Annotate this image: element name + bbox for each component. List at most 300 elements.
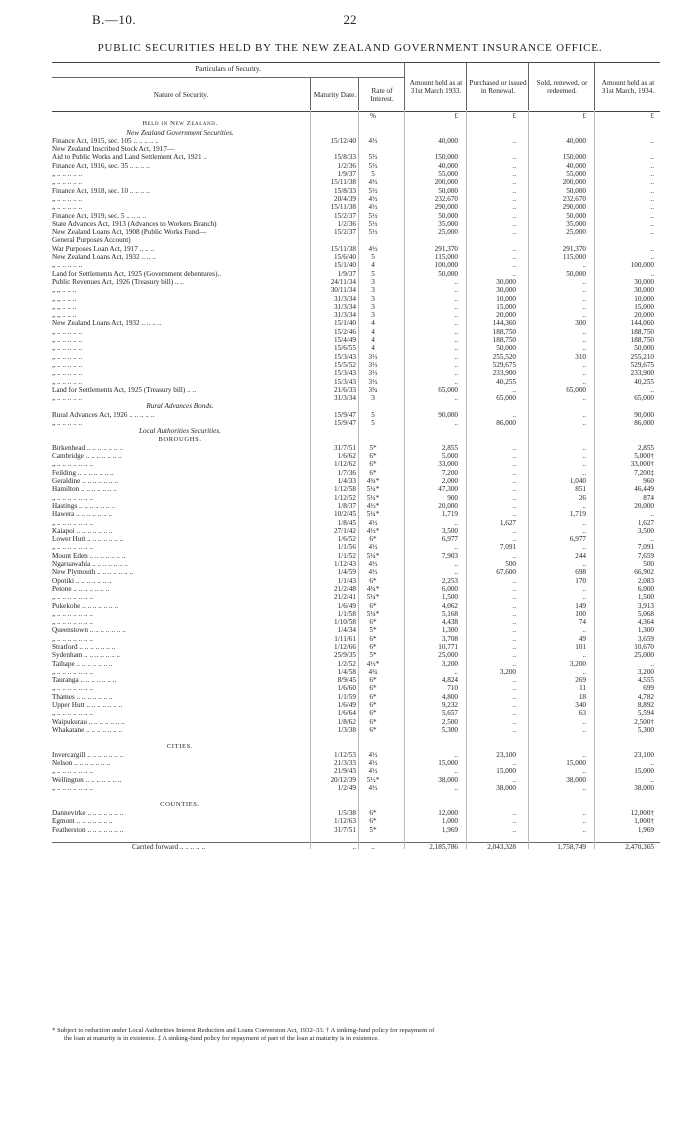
- held-1933-cell: ..: [454, 294, 458, 303]
- maturity-cell: 1/1/59: [337, 692, 356, 701]
- sold-cell: ..: [582, 526, 586, 535]
- table-row: [52, 353, 660, 361]
- held-1934-cell: 10,000: [634, 294, 654, 303]
- section-heading: Held in New Zealand.: [142, 120, 218, 128]
- table-row: [52, 278, 660, 286]
- sold-cell: ..: [582, 584, 586, 593]
- purchased-cell: 2,043,328: [487, 843, 516, 852]
- held-1933-cell: 40,000: [438, 136, 458, 145]
- table-row: [52, 178, 660, 186]
- purchased-cell: 188,750: [492, 336, 516, 345]
- held-1934-cell: 2,855: [637, 443, 654, 452]
- held-1934-unit: £: [650, 112, 654, 120]
- maturity-cell: 1/12/43: [334, 560, 356, 569]
- rate-cell: 6*: [369, 618, 377, 627]
- held-1934-cell: ..: [650, 775, 654, 784]
- spacer-row: [52, 734, 660, 742]
- maturity-cell: 15/5/52: [334, 360, 356, 369]
- maturity-cell: 8/9/45: [337, 676, 356, 685]
- nature-cell: „ .. .. .. .. .. .. ..: [52, 709, 93, 718]
- nature-cell: Whakatane .. .. .. .. .. .. ..: [52, 725, 123, 734]
- held-1933-cell: 10,771: [438, 643, 458, 651]
- held-1934-cell: 66,902: [634, 568, 654, 577]
- rate-cell: 5*: [369, 825, 377, 834]
- rate-cell: 5¼*: [366, 493, 380, 502]
- maturity-cell: 21/3/33: [334, 759, 356, 768]
- table-row: [52, 519, 660, 527]
- maturity-cell: 31/3/34: [334, 311, 356, 320]
- table-row: [52, 203, 660, 211]
- purchased-cell: ..: [512, 161, 516, 170]
- held-1934-cell: 50,000: [634, 344, 654, 353]
- nature-cell: Public Revenues Act, 1926 (Treasury bill) .. ..: [52, 277, 184, 286]
- sold-cell: ..: [582, 377, 586, 386]
- rate-cell: 6*: [369, 808, 377, 817]
- held-1933-cell: ..: [454, 750, 458, 759]
- table-row: [52, 344, 660, 352]
- rate-cell: 3: [371, 294, 375, 303]
- units-row: [52, 112, 660, 120]
- table-row: [52, 767, 660, 775]
- sold-cell: ..: [582, 336, 586, 345]
- sold-cell: ..: [582, 327, 586, 336]
- purchased-cell: ..: [512, 211, 516, 220]
- sold-cell: ..: [582, 302, 586, 311]
- nature-cell: Taihape .. .. .. .. .. .. ..: [52, 659, 113, 668]
- nature-cell: War Purposes Loan Act, 1917 .. .. ..: [52, 244, 155, 253]
- purchased-cell: ..: [512, 269, 516, 278]
- table-row: [52, 543, 660, 551]
- table-row: [52, 328, 660, 336]
- nature-cell: Dannevirke .. .. .. .. .. .. ..: [52, 808, 124, 817]
- nature-cell: Queenstown .. .. .. .. .. .. ..: [52, 626, 126, 635]
- maturity-cell: 1/9/37: [337, 269, 356, 278]
- sold-cell: 290,000: [562, 203, 586, 212]
- purchased-cell: 3,200: [499, 667, 516, 676]
- purchased-cell: 144,360: [492, 319, 516, 328]
- nature-cell: Stratford .. .. .. .. .. .. ..: [52, 643, 116, 651]
- sold-cell: ..: [582, 725, 586, 734]
- held-1933-cell: 2,253: [441, 576, 458, 585]
- sold-cell: 100: [575, 609, 586, 618]
- nature-cell: „ .. .. .. .. .. .. ..: [52, 609, 93, 618]
- table-row: [52, 469, 660, 477]
- held-1933-cell: 100,000: [434, 261, 458, 270]
- table-row: [52, 187, 660, 195]
- table-row: [52, 510, 660, 518]
- held-1933-cell: 7,903: [441, 551, 458, 560]
- held-1933-cell: 291,370: [434, 244, 458, 253]
- table-row: [52, 394, 660, 402]
- nature-cell: General Purposes Account): [52, 236, 131, 245]
- held-1933-cell: 232,670: [434, 194, 458, 203]
- particulars-heading: Particulars of Security.: [195, 65, 261, 73]
- held-1933-cell: 900: [447, 493, 458, 502]
- held-1933-cell: 1,300: [441, 626, 458, 635]
- purchased-cell: ..: [512, 808, 516, 817]
- rate-cell: 5: [371, 170, 375, 179]
- nature-cell: Petone .. .. .. .. .. .. ..: [52, 584, 110, 593]
- maturity-cell: 25/9/35: [334, 651, 356, 660]
- rate-cell: 4: [371, 344, 375, 353]
- sold-cell: 149: [575, 601, 586, 610]
- table-row: [52, 494, 660, 502]
- table-row: [52, 527, 660, 535]
- nature-cell: „ .. .. .. .. ..: [52, 394, 83, 403]
- sold-cell: 1,758,749: [557, 843, 586, 852]
- held-1934-cell: 1,300: [637, 626, 654, 635]
- held-1933-cell: 47,300: [438, 485, 458, 494]
- sold-cell: 15,000: [566, 759, 586, 768]
- maturity-cell: 1/12/62: [334, 460, 356, 469]
- rate-cell: 4¾: [368, 667, 378, 676]
- table-row: [52, 701, 660, 709]
- held-1933-cell: 7,200: [441, 468, 458, 477]
- rate-cell: 4½: [368, 560, 378, 569]
- maturity-cell: 1/12/63: [334, 817, 356, 826]
- held-1934-cell: ..: [650, 253, 654, 262]
- rate-cell: 6*: [369, 817, 377, 826]
- sold-cell: 40,000: [566, 136, 586, 145]
- purchased-cell: 188,750: [492, 327, 516, 336]
- table-row: [52, 751, 660, 759]
- held-1933-cell: 6,000: [441, 584, 458, 593]
- nature-cell: Sydenham .. .. .. .. .. .. ..: [52, 651, 121, 660]
- maturity-cell: 15/8/33: [334, 186, 356, 195]
- table-row: [52, 676, 660, 684]
- purchased-cell: ..: [512, 775, 516, 784]
- maturity-heading: Maturity Date.: [310, 77, 359, 111]
- held-1933-cell: 50,000: [438, 269, 458, 278]
- purchased-cell: ..: [512, 759, 516, 768]
- held-1934-cell: 1,000†: [634, 817, 654, 826]
- section-heading: Local Authorities Securities.: [139, 427, 221, 436]
- section-heading-row: [52, 743, 660, 751]
- nature-cell: Geraldine .. .. .. .. .. .. ..: [52, 477, 119, 486]
- purchased-cell: ..: [512, 584, 516, 593]
- footnote-line: * Subject to reduction under Local Authorities Interest Reduction and Loans Conversion Act, 1932–33. † A sinking-fund policy for repayment of: [52, 1027, 435, 1034]
- rate-cell: 5: [371, 269, 375, 278]
- held-1934-cell: ..: [650, 194, 654, 203]
- held-1934-cell: 5,594: [637, 709, 654, 718]
- nature-cell: Hawera .. .. .. .. .. .. ..: [52, 510, 113, 519]
- held-1934-cell: ..: [650, 211, 654, 220]
- purchased-cell: ..: [512, 468, 516, 477]
- rate-cell: 6*: [369, 452, 377, 461]
- purchased-cell: ..: [512, 136, 516, 145]
- rate-cell: 4¼*: [366, 584, 380, 593]
- table-row: [52, 460, 660, 468]
- held-1934-cell: ..: [650, 244, 654, 253]
- held-1934-cell: 2,500†: [634, 717, 654, 726]
- nature-cell: „ .. .. .. .. .. .. ..: [52, 684, 93, 693]
- maturity-cell: 30/11/34: [330, 286, 356, 295]
- sold-cell: 49: [578, 634, 586, 643]
- purchased-cell: ..: [512, 825, 516, 834]
- nature-cell: New Zealand Loans Act, 1932 .. .. .. ..: [52, 319, 162, 328]
- table-row: [52, 452, 660, 460]
- held-1933-cell: ..: [454, 518, 458, 527]
- held-1933-cell: 65,000: [438, 385, 458, 394]
- sold-cell: ..: [582, 543, 586, 552]
- purchased-cell: ..: [512, 725, 516, 734]
- section-heading: COUNTIES.: [160, 800, 200, 808]
- maturity-cell: 15/11/38: [330, 178, 356, 187]
- nature-cell: Carried forward .. .. .. .. ..: [132, 843, 206, 852]
- sold-cell: ..: [582, 261, 586, 270]
- sold-cell: 291,370: [562, 244, 586, 253]
- nature-cell: Finance Act, 1918, sec. 10 .. .. .. ..: [52, 186, 150, 195]
- section-heading: CITIES.: [166, 742, 194, 750]
- table-row: [52, 626, 660, 634]
- rate-cell: 4½*: [366, 659, 380, 668]
- rate-cell: 5*: [369, 443, 377, 452]
- held-1934-cell: 188,750: [630, 327, 654, 336]
- table-row: [52, 552, 660, 560]
- maturity-cell: 15/3/43: [334, 377, 356, 386]
- held-1933-cell: ..: [454, 767, 458, 776]
- sold-cell: ..: [582, 750, 586, 759]
- nature-cell: „ .. .. .. .. .. .. ..: [52, 767, 93, 776]
- held-1933-cell: ..: [454, 360, 458, 369]
- purchased-cell: ..: [512, 659, 516, 668]
- held-1934-cell: 4,782: [637, 692, 654, 701]
- rate-cell: 4: [371, 336, 375, 345]
- rate-cell: 3: [371, 286, 375, 295]
- held-1934-cell: 7,091: [637, 543, 654, 552]
- held-1934-cell: 6,000: [637, 584, 654, 593]
- held-1934-cell: 5,300: [637, 725, 654, 734]
- held-1933-cell: 5,000: [441, 452, 458, 461]
- rate-cell: 6*: [369, 701, 377, 710]
- held-1934-cell: 65,000: [634, 394, 654, 403]
- held-1933-cell: 2,000: [441, 477, 458, 486]
- held-1934-cell: 15,000: [634, 767, 654, 776]
- sold-cell: 50,000: [566, 269, 586, 278]
- page-header: [0, 8, 700, 28]
- nature-cell: Hamilton .. .. .. .. .. .. ..: [52, 485, 117, 494]
- held-1933-cell: ..: [454, 344, 458, 353]
- column-divider: [594, 110, 595, 849]
- purchased-cell: 30,000: [496, 286, 516, 295]
- table-row: [52, 618, 660, 626]
- nature-cell: Kaiapoi .. .. .. .. .. .. ..: [52, 526, 113, 535]
- held-1934-cell: 10,670: [634, 643, 654, 651]
- purchased-cell: ..: [512, 228, 516, 237]
- purchased-cell: 38,000: [496, 784, 516, 793]
- maturity-cell: 1/3/38: [337, 725, 356, 734]
- held-1933-cell: 1,719: [441, 510, 458, 519]
- maturity-cell: 1/5/38: [337, 808, 356, 817]
- nature-cell: „ .. .. .. .. .. .. ..: [52, 593, 93, 602]
- purchased-cell: 529,675: [492, 360, 516, 369]
- held-1934-cell: ..: [650, 161, 654, 170]
- spacer-row: [52, 834, 660, 842]
- purchased-cell: ..: [512, 443, 516, 452]
- held-1934-cell: 38,000: [634, 784, 654, 793]
- rate-cell: 6*: [369, 460, 377, 469]
- sold-cell: 6,977: [569, 535, 586, 544]
- rate-cell: 4¾*: [366, 477, 380, 486]
- maturity-cell: 20/4/39: [334, 194, 356, 203]
- held-1933-cell: 5,300: [441, 725, 458, 734]
- table-row: [52, 693, 660, 701]
- sold-cell: 340: [575, 701, 586, 710]
- nature-cell: „ .. .. .. .. .. .. ..: [52, 493, 93, 502]
- rate-cell: 4½: [368, 750, 378, 759]
- purchased-cell: 10,000: [496, 294, 516, 303]
- rate-cell: 4: [371, 261, 375, 270]
- sold-cell: 244: [575, 551, 586, 560]
- table-row: [52, 502, 660, 510]
- table-row: [52, 718, 660, 726]
- table-row: [52, 386, 660, 394]
- held-1933-cell: ..: [454, 667, 458, 676]
- held-1933-cell: ..: [454, 543, 458, 552]
- table-row: [52, 826, 660, 834]
- purchased-cell: 65,000: [496, 394, 516, 403]
- maturity-cell: 1/11/61: [334, 634, 356, 643]
- held-1934-cell: 90,000: [634, 410, 654, 419]
- table-row: [52, 336, 660, 344]
- rate-cell: 3½: [368, 369, 378, 378]
- held-1933-cell: 3,200: [441, 659, 458, 668]
- rate-cell: 4: [371, 327, 375, 336]
- table-row: [52, 651, 660, 659]
- held-1934-cell: 5,068: [637, 609, 654, 618]
- held-1933-cell: 9,232: [441, 701, 458, 710]
- held-1933-cell: ..: [454, 369, 458, 378]
- held-1933-cell: 33,000: [438, 460, 458, 469]
- maturity-cell: 21/2/41: [334, 593, 356, 602]
- table-row: [52, 311, 660, 319]
- maturity-cell: 1/4/59: [337, 568, 356, 577]
- purchased-cell: ..: [512, 170, 516, 179]
- table-row: [52, 560, 660, 568]
- held-1933-cell: ..: [454, 286, 458, 295]
- sold-cell: 300: [575, 319, 586, 328]
- rate-cell: 5¼*: [366, 593, 380, 602]
- table-row: [52, 759, 660, 767]
- sold-cell: ..: [582, 518, 586, 527]
- held-1934-cell: 3,200: [637, 667, 654, 676]
- held-1934-cell: 46,449: [634, 485, 654, 494]
- table-row: [52, 660, 660, 668]
- sold-cell: 269: [575, 676, 586, 685]
- section-heading: BOROUGHS.: [158, 435, 202, 443]
- table-row: [52, 195, 660, 203]
- maturity-cell: 1/4/34: [337, 626, 356, 635]
- sold-cell: 101: [575, 643, 586, 651]
- held-1934-cell: 874: [643, 493, 654, 502]
- sold-cell: ..: [582, 817, 586, 826]
- purchased-cell: ..: [512, 194, 516, 203]
- purchased-cell: ..: [512, 576, 516, 585]
- maturity-cell: 31/7/51: [334, 443, 356, 452]
- maturity-cell: 15/8/33: [334, 153, 356, 162]
- purchased-cell: ..: [512, 643, 516, 651]
- nature-cell: „ .. .. .. .. ..: [52, 170, 83, 179]
- purchased-cell: ..: [512, 535, 516, 544]
- sold-cell: 55,000: [566, 170, 586, 179]
- maturity-cell: 15/6/55: [334, 344, 356, 353]
- purchased-cell: ..: [512, 203, 516, 212]
- held-1933-cell: 38,000: [438, 775, 458, 784]
- purchased-cell: 1,627: [499, 518, 516, 527]
- sold-cell: ..: [582, 418, 586, 427]
- held-1934-cell: 7,200‡: [634, 468, 654, 477]
- maturity-cell: 15/6/40: [334, 253, 356, 262]
- held-1933-cell: 290,000: [434, 203, 458, 212]
- table-row: [52, 709, 660, 717]
- page-number: 22: [343, 12, 357, 27]
- maturity-cell: 1/10/58: [334, 618, 356, 627]
- table-row: [52, 610, 660, 618]
- held-1933-cell: 115,000: [434, 253, 458, 262]
- held-1934-cell: 255,210: [630, 352, 654, 361]
- table-row: [52, 535, 660, 543]
- table-row: [52, 137, 660, 145]
- maturity-cell: 15/1/40: [334, 319, 356, 328]
- nature-cell: Mount Eden .. .. .. .. .. .. ..: [52, 551, 126, 560]
- table-row: [52, 212, 660, 220]
- maturity-cell: ..: [352, 843, 356, 852]
- nature-cell: Featherston .. .. .. .. .. .. ..: [52, 825, 124, 834]
- sold-cell: ..: [582, 468, 586, 477]
- purchased-cell: 30,000: [496, 277, 516, 286]
- held-1934-cell: 15,000: [634, 302, 654, 311]
- nature-cell: Upper Hutt .. .. .. .. .. .. ..: [52, 701, 123, 710]
- held-1934-cell: ..: [650, 228, 654, 237]
- nature-cell: New Zealand Inscribed Stock Act, 1917—: [52, 145, 175, 154]
- nature-cell: „ „ .. .. ..: [52, 294, 77, 303]
- table-row: [52, 220, 660, 228]
- held-1933-cell: 2,855: [441, 443, 458, 452]
- rate-cell: 4½: [368, 244, 378, 253]
- held-1934-cell: ..: [650, 219, 654, 228]
- held-1933-cell: 5,657: [441, 709, 458, 718]
- footnote-line: the loan at maturity is in existence. ‡ A sinking-fund policy for repayment of part of the loan at maturity is in existence.: [64, 1034, 379, 1042]
- nature-cell: Hastings .. .. .. .. .. .. ..: [52, 501, 115, 510]
- held-1933-cell: ..: [454, 560, 458, 569]
- purchased-cell: ..: [512, 701, 516, 710]
- purchased-cell: 500: [505, 560, 516, 569]
- sold-cell: 1,719: [569, 510, 586, 519]
- sold-heading: Sold, renewed, or redeemed.: [528, 63, 595, 111]
- held-1933-cell: 4,438: [441, 618, 458, 627]
- held-1934-cell: 3,500: [637, 526, 654, 535]
- held-1933-cell: ..: [454, 377, 458, 386]
- column-divider: [528, 110, 529, 849]
- section-heading-row: [52, 427, 660, 435]
- held-1933-cell: 50,000: [438, 211, 458, 220]
- nature-cell: Waipukurau .. .. .. .. .. .. ..: [52, 717, 125, 726]
- nature-heading: Nature of Security.: [52, 77, 310, 112]
- rate-cell: 5½: [368, 228, 378, 237]
- held-1934-cell: ..: [650, 759, 654, 768]
- purchased-cell: ..: [512, 485, 516, 494]
- table-row: [52, 369, 660, 377]
- held-1934-cell: 699: [643, 684, 654, 693]
- nature-cell: „ .. .. .. .. .. .. ..: [52, 634, 93, 643]
- sold-cell: ..: [582, 277, 586, 286]
- purchased-cell: ..: [512, 684, 516, 693]
- section-heading: New Zealand Government Securities.: [126, 128, 234, 137]
- nature-cell: Ngaruawahia .. .. .. .. .. .. ..: [52, 560, 129, 569]
- table-row: [52, 809, 660, 817]
- purchased-cell: ..: [512, 410, 516, 419]
- purchased-cell: 15,000: [496, 302, 516, 311]
